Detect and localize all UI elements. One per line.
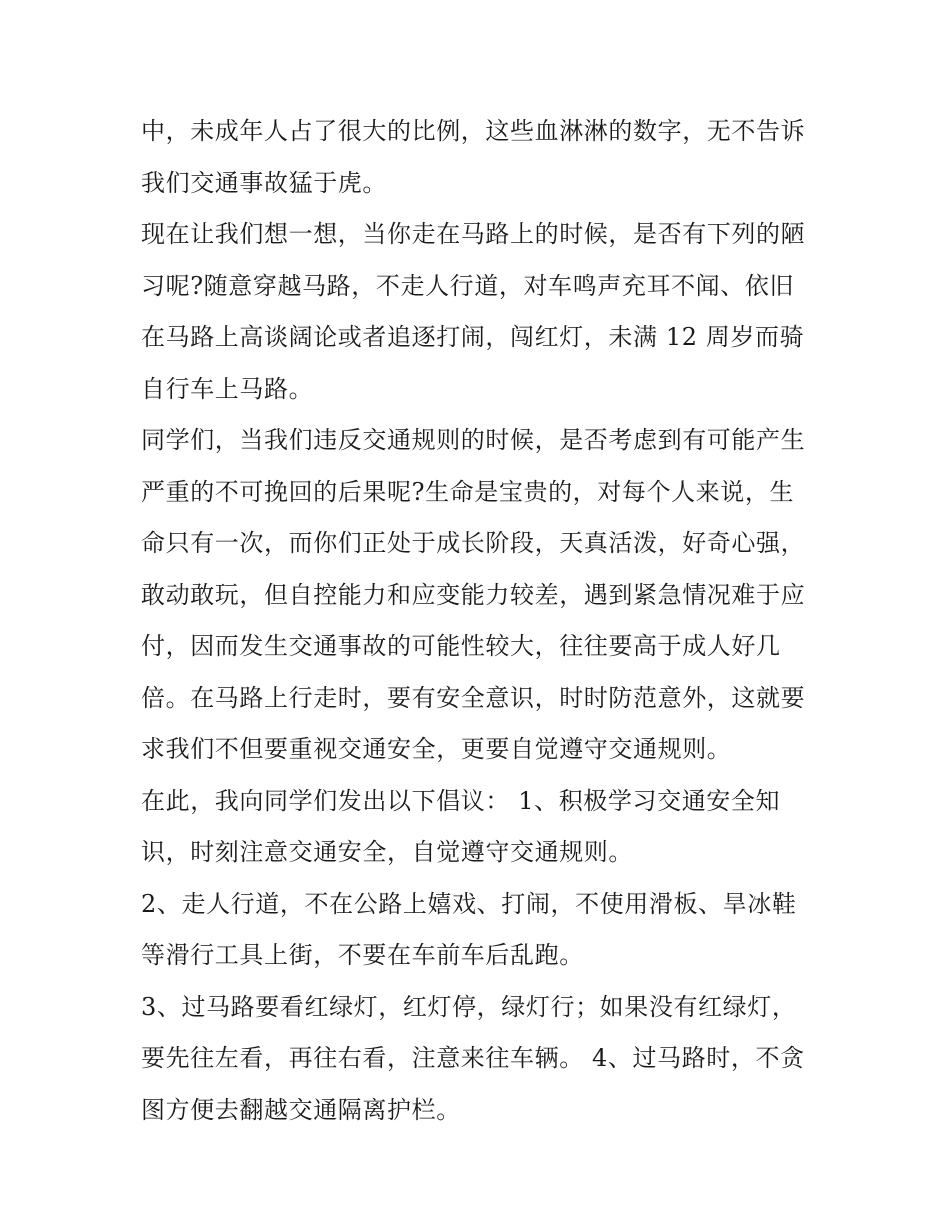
text-line: 敢动敢玩，但自控能力和应变能力较差，遇到紧急情况难于应	[141, 580, 806, 609]
text-line: 倍。在马路上行走时，要有安全意识，时时防范意外，这就要	[141, 683, 806, 712]
document-body	[141, 106, 821, 1136]
text-line: 3、过马路要看红绿灯，红灯停，绿灯行；如果没有红绿灯，	[141, 992, 797, 1021]
text-line: 自行车上马路。	[141, 374, 314, 403]
text-line: 付，因而发生交通事故的可能性较大，往往要高于成人好几	[141, 632, 781, 660]
text-line: 2、走人行道，不在公路上嬉戏、打闹，不使用滑板、旱冰鞋	[141, 889, 797, 918]
text-line: 求我们不但要重视交通安全，更要自觉遵守交通规则。	[141, 735, 732, 763]
text-line: 在此，我向同学们发出以下倡议： 1、积极学习交通安全知	[141, 786, 781, 815]
text-line: 我们交通事故猛于虎。	[141, 168, 387, 197]
text-line: 现在让我们想一想，当你走在马路上的时候，是否有下列的陋	[141, 220, 806, 248]
text-line: 同学们，当我们违反交通规则的时候，是否考虑到有可能产生	[141, 426, 806, 454]
text-line: 等滑行工具上街，不要在车前车后乱跑。	[141, 941, 584, 969]
text-line: 要先往左看，再往右看，注意来往车辆。 4、过马路时，不贪	[141, 1044, 805, 1072]
text-line: 习呢?随意穿越马路，不走人行道，对车鸣声充耳不闻、依旧	[141, 271, 795, 300]
text-line: 图方便去翻越交通隔离护栏。	[141, 1095, 461, 1124]
text-line: 严重的不可挽回的后果呢?生命是宝贵的，对每个人来说，生	[141, 477, 795, 506]
text-line: 命只有一次，而你们正处于成长阶段，天真活泼，好奇心强，	[141, 529, 806, 557]
text-line: 在马路上高谈阔论或者追逐打闹，闯红灯，未满 12 周岁而骑	[141, 323, 805, 351]
text-line: 识，时刻注意交通安全，自觉遵守交通规则。	[141, 838, 633, 866]
text-line: 中，未成年人占了很大的比例，这些血淋淋的数字，无不告诉	[141, 117, 806, 145]
